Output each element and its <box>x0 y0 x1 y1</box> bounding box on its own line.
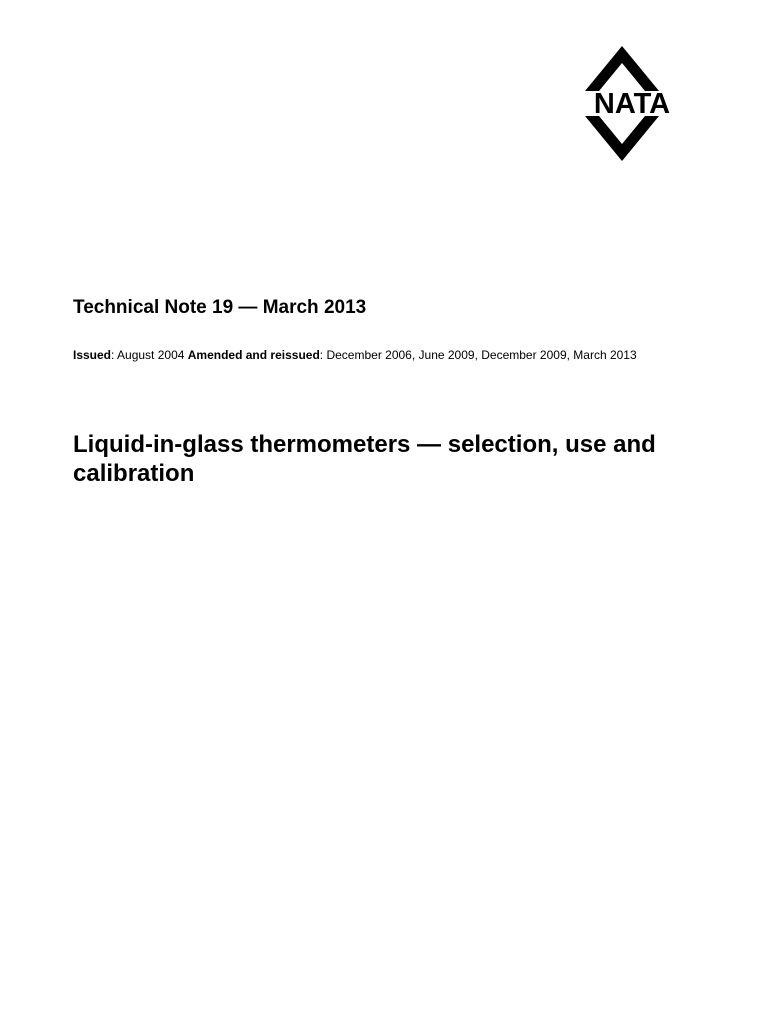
amended-value: : December 2006, June 2009, December 2009, March 2013 <box>319 348 637 362</box>
nata-diamond-icon <box>579 44 689 164</box>
document-title: Liquid-in-glass thermometers — selection, use and calibration <box>73 431 656 487</box>
nata-logo <box>579 44 689 164</box>
logo-text: NATA <box>593 88 671 120</box>
issued-value: : August 2004 <box>111 348 188 362</box>
technical-note-title: Technical Note 19 — March 2013 <box>73 297 367 318</box>
amended-label: Amended and reissued <box>187 348 320 362</box>
issued-label: Issued <box>73 348 112 362</box>
issue-history <box>73 347 637 363</box>
